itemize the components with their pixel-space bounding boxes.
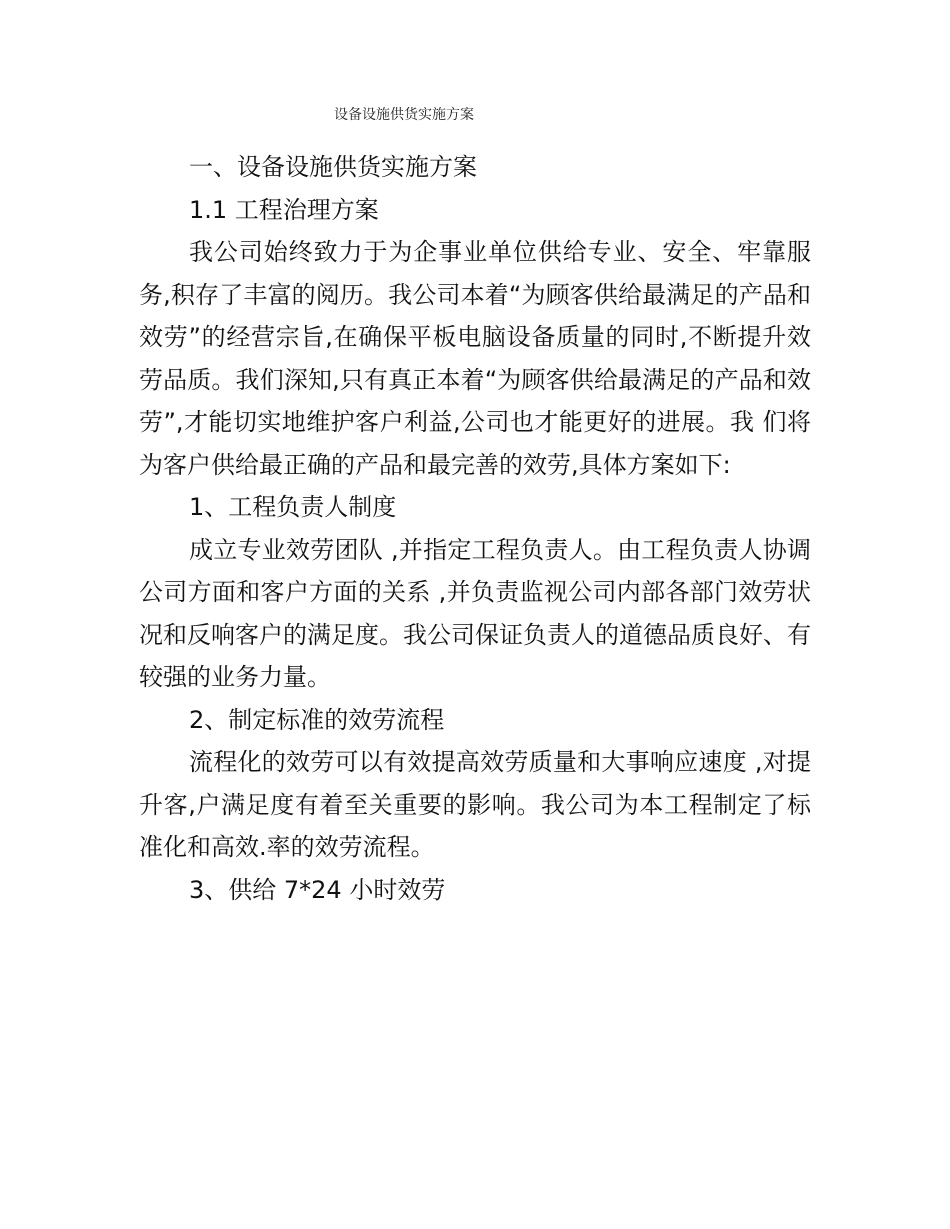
item2-paragraph: 流程化的效劳可以有效提高效劳质量和大事响应速度 ,对提升客,户满足度有着至关重要的影响。我公司为本工程制定了标准化和高效.率的效劳流程。	[139, 748, 811, 861]
document-body	[139, 146, 811, 911]
intro-paragraph: 我公司始终致力于为企事业单位供给专业、安全、牢靠服务,积存了丰富的阅历。我公司本着“为顾客供给最满足的产品和效劳”的经营宗旨,在确保平板电脑设备质量的同时,不断提升效劳品质。我们深知,只有真正本着“为顾客供给最满足的产品和效劳”,才能切实地维护客户利益,公司也才能更好的进展。我 们将为客户供给最正确的产品和最完善的效劳,具体方案如下:	[139, 238, 811, 479]
item1-heading: 1、工程负责人制度	[189, 493, 397, 521]
item3-heading: 3、供给 7*24 小时效劳	[189, 875, 446, 904]
item1-paragraph: 成立专业效劳团队 ,并指定工程负责人。由工程负责人协调公司方面和客户方面的关系 ,并负责监视公司内部各部门效劳状况和反响客户的满足度。我公司保证负责人的道德品质良好、有较强的业务力量。	[139, 535, 811, 691]
subsection-heading: 1.1 工程治理方案	[189, 195, 379, 224]
document-header-title: 设备设施供货实施方案	[334, 107, 474, 123]
item2-heading: 2、制定标准的效劳流程	[189, 705, 445, 734]
section-heading: 一、设备设施供货实施方案	[189, 153, 477, 181]
